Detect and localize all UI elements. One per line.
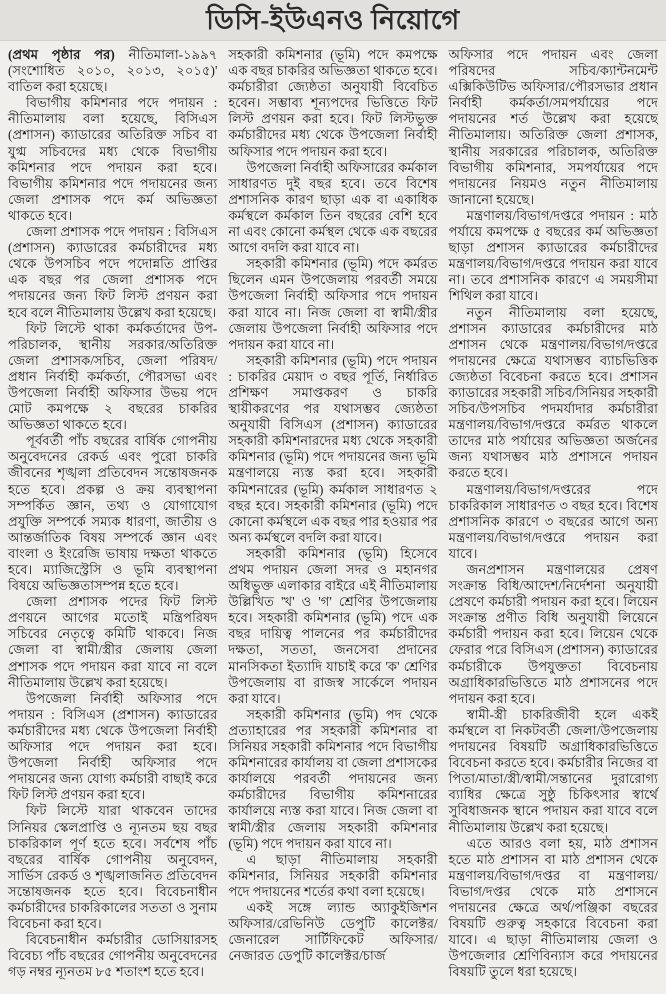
- article-paragraph: নতুন নীতিমালায় বলা হয়েছে, প্রশাসন ক্যাডারের কর্মচারীদের মাঠ প্রশাসন থেকে মন্ত্রণালয়/বিভাগ/দপ্তরে পদায়নের ক্ষেত্রে যথাসম্ভব ব্যাচভিত্তিক জ্যেষ্ঠতা বিবেচনা করতে হবে। প্রশাসন ক্যাডারের সহকারী সচিব/সিনিয়র সহকারী সচিব/উপসচিব পদমর্যাদার কর্মচারীরা মন্ত্রণালয়/বিভাগ/দপ্তরে কর্মরত থাকলে তাদের মাঠ পর্যায়ের অভিজ্ঞতা অর্জনের জন্য যথাসম্ভব মাঠ প্রশাসনে পদায়ন করতে হবে।: [448, 304, 658, 481]
- article-paragraph: বিভাগীয় কমিশনার পদে পদায়ন : নীতিমালায় বলা হয়েছে, বিসিএস (প্রশাসন) ক্যাডারের অতিরিক্ত সচিব বা যুগ্ম সচিবদের মধ্য থেকে বিভাগীয় কমিশনার পদে পদায়ন করা হবে। বিভাগীয় কমিশনার পদে পদায়নের জন্য জেলা প্রশাসক পদে কর্ম অভিজ্ঞতা থাকতে হবে।: [8, 95, 218, 223]
- article-body: [0, 41, 666, 994]
- article-paragraph: সহকারী কমিশনার (ভূমি) পদে কমপক্ষে এক বছর চাকরির অভিজ্ঞতা থাকতে হবে। কর্মচারীরা জ্যেষ্ঠতা অনুযায়ী বিবেচিত হবেন। সম্ভাব্য শূন্যপদের ভিত্তিতে ফিট লিস্ট প্রণয়ন করা হবে। ফিট লিস্টভুক্ত কর্মচারীদের মধ্য থেকে উপজেলা নির্বাহী অফিসার পদে পদায়ন করা হবে।: [228, 47, 438, 159]
- article-paragraph: মন্ত্রণালয়/বিভাগ/দপ্তরে পদায়ন : মাঠ পর্যায়ে কমপক্ষে ৫ বছরের কর্ম অভিজ্ঞতা ছাড়া প্রশাসন ক্যাডারের কর্মচারীদের মন্ত্রণালয়/বিভাগ/দপ্তরে পদায়ন করা যাবে না। তবে প্রশাসনিক কারণে এ সময়সীমা শিথিল করা যাবে।: [448, 207, 658, 304]
- article-paragraph: এ ছাড়া নীতিমালায় সহকারী কমিশনার, সিনিয়র সহকারী কমিশনার পদে পদায়নের শর্তের কথা বলা হয়েছে।: [228, 851, 438, 899]
- article-paragraph: একই সঙ্গে ল্যান্ড অ্যাকুইজিশন অফিসার/রেভিনিউ ডেপুটি কালেক্টর/জেনারেল সার্টিফিকেট অফিসার/নেজারত ডেপুটি কালেক্টর/চার্জ: [228, 899, 438, 964]
- article-paragraph: ফিট লিস্টে যারা থাকবেন তাদের সিনিয়র স্কেলপ্রাপ্তি ও ন্যূনতম ছয় বছর চাকরিকাল পূর্ণ হতে হবে। সর্বশেষ পাঁচ বছরের বার্ষিক গোপনীয় অনুবেদন, সার্ভিস রেকর্ড ও শৃঙ্খলাজনিত প্রতিবেদন সন্তোষজনক হতে হবে। বিবেচনাধীন কর্মচারীদের চাকরিকালের সততা ও সুনাম বিবেচনা করা হবে।: [8, 803, 218, 932]
- continuation-note: (প্রথম পৃষ্ঠার পর): [8, 47, 115, 62]
- article-paragraph: উপজেলা নির্বাহী অফিসার পদে পদায়ন : বিসিএস (প্রশাসন) ক্যাডারের কর্মচারীদের মধ্য থেকে উপজেলা নির্বাহী অফিসার পদে পদায়ন করা হবে। উপজেলা নির্বাহী অফিসার পদে পদায়নের জন্য যোগ্য কর্মচারী বাছাই করে ফিট লিস্ট প্রণয়ন করা হবে।: [8, 690, 218, 803]
- article-paragraph: উপজেলা নির্বাহী অফিসারের কর্মকাল সাধারণত দুই বছর হবে। তবে বিশেষ প্রশাসনিক কারণ ছাড়া এক বা একাধিক কর্মস্থলে কর্মকাল তিন বছরের বেশি হবে না এবং কোনো কর্মস্থল থেকে এক বছরের আগে বদলি করা যাবে না।: [228, 159, 438, 256]
- article-paragraph: সহকারী কমিশনার (ভূমি) পদ থেকে প্রত্যাহারের পর সহকারী কমিশনার বা সিনিয়র সহকারী কমিশনার পদে বিভাগীয় কমিশনারের কার্যালয় বা জেলা প্রশাসকের কার্যালয়ে পরবর্তী পদায়নের জন্য কর্মচারীদের বিভাগীয় কমিশনারের কার্যালয়ে ন্যস্ত করা যাবে। নিজ জেলা বা স্বামী/স্ত্রীর জেলায় সহকারী কমিশনার (ভূমি) পদে পদায়ন করা যাবে না।: [228, 706, 438, 851]
- paragraph-text: নীতিমালা-১৯৯৭ (সংশোধিত ২০১০, ২০১৩, ২০১৫)' বাতিল করা হয়েছে।: [8, 47, 218, 95]
- article-column-3: [449, 47, 658, 980]
- article-paragraph: জনপ্রশাসন মন্ত্রণালয়ের প্রেষণ সংক্রান্ত বিধি/আদেশ/নির্দেশনা অনুযায়ী প্রেষণে কর্মচারী পদায়ন করা হবে। লিয়েন সংক্রান্ত প্রণীত বিধি অনুযায়ী লিয়েনে কর্মচারী পদায়ন করা হবে। লিয়েন থেকে ফেরার পরে বিসিএস (প্রশাসন) ক্যাডারের কর্মচারীকে উপযুক্ততা বিবেচনায় অগ্রাধিকারভিত্তিতে মাঠ প্রশাসনের পদে পদায়ন করা হবে।: [448, 562, 658, 706]
- article-title-bar: [0, 0, 666, 41]
- article-paragraph: বিবেচনাধীন কর্মচারীর ডোসিয়ারসহ বিবেচ্য পাঁচ বছরের গোপনীয় অনুবেদনের গড় নম্বর ন্যূনতম ৮৫ শতাংশ হতে হবে।: [8, 932, 218, 980]
- article-paragraph: স্বামী-স্ত্রী চাকরিজীবী হলে একই কর্মস্থলে বা নিকটবর্তী জেলা/উপজেলায় পদায়নের বিষয়টি অগ্রাধিকারভিত্তিতে বিবেচনা করতে হবে। কর্মচারীর নিজের বা পিতা/মাতা/স্ত্রী/স্বামী/সন্তানের দুরারোগ্য ব্যাধির ক্ষেত্রে সুষ্ঠু চিকিৎসার স্বার্থে সুবিধাজনক স্থানে পদায়ন করা যাবে বলে নীতিমালায় উল্লেখ করা হয়েছে।: [448, 706, 658, 835]
- article-paragraph: পূর্ববর্তী পাঁচ বছরের বার্ষিক গোপনীয় অনুবেদনের রেকর্ড এবং পুরো চাকরি জীবনের শৃঙ্খলা প্রতিবেদন সন্তোষজনক হতে হবে। প্রকল্প ও ক্রয় ব্যবস্থাপনা সম্পর্কিত জ্ঞান, তথ্য ও যোগাযোগ প্রযুক্তি সম্পর্কে সম্যক ধারণা, জাতীয় ও আন্তর্জাতিক বিষয় সম্পর্কে জ্ঞান এবং বাংলা ও ইংরেজি ভাষায় দক্ষতা থাকতে হবে। ম্যাজিস্ট্রেসি ও ভূমি ব্যবস্থাপনা বিষয়ে অভিজ্ঞতাসম্পন্ন হতে হবে।: [8, 433, 218, 594]
- article-paragraph: অফিসার পদে পদায়ন এবং জেলা পরিষদের সচিব/ক্যান্টনমেন্ট এক্সিকিউটিভ অফিসার/পৌরসভার প্রধান নির্বাহী কর্মকর্তা/সমপর্যায়ের পদে পদায়নের শর্ত উল্লেখ করা হয়েছে নীতিমালায়। অতিরিক্ত জেলা প্রশাসক, স্থানীয় সরকারের পরিচালক, অতিরিক্ত বিভাগীয় কমিশনার, সমপর্যায়ের পদে পদায়নের নিয়মও নতুন নীতিমালায় জানানো হয়েছে।: [448, 47, 658, 207]
- article-paragraph: সহকারী কমিশনার (ভূমি) পদে কর্মরত ছিলেন এমন উপজেলায় পরবর্তী সময়ে উপজেলা নির্বাহী অফিসার পদে পদায়ন করা যাবে না। নিজ জেলা বা স্বামী/স্ত্রীর জেলায় উপজেলা নির্বাহী অফিসার পদে পদায়ন করা যাবে না।: [228, 256, 438, 352]
- article-paragraph: সহকারী কমিশনার (ভূমি) হিসেবে প্রথম পদায়ন জেলা সদর ও মহানগর অধিভুক্ত এলাকার বাইরে এই নীতিমালায় উল্লিখিত 'খ' ও 'গ' শ্রেণির উপজেলায় হবে। সহকারী কমিশনার (ভূমি) পদে এক বছর দায়িত্ব পালনের পর কর্মচারীদের দক্ষতা, সততা, জনসেবা প্রদানের মানসিকতা ইত্যাদি যাচাই করে 'ক' শ্রেণির উপজেলায় বা রাজস্ব সার্কেলে পদায়ন করা যাবে।: [228, 545, 438, 706]
- article-paragraph: জেলা প্রশাসক পদে পদায়ন : বিসিএস (প্রশাসন) ক্যাডারের কর্মচারীদের মধ্য থেকে উপসচিব পদে পদোন্নতি প্রাপ্তির এক বছর পর জেলা প্রশাসক পদে পদায়নের জন্য ফিট লিস্ট প্রণয়ন করা হবে বলে নীতিমালায় উল্লেখ করা হয়েছে।: [8, 224, 218, 320]
- article-paragraph: জেলা প্রশাসক পদের ফিট লিস্ট প্রণয়নে আগের মতোই মন্ত্রিপরিষদ সচিবের নেতৃত্বে কমিটি থাকবে। নিজ জেলা বা স্বামী/স্ত্রীর জেলায় জেলা প্রশাসক পদে পদায়ন করা যাবে না বলে নীতিমালায় উল্লেখ করা হয়েছে।: [8, 594, 218, 690]
- article-paragraph: ফিট লিস্টে থাকা কর্মকর্তাদের উপ-পরিচালক, স্থানীয় সরকার/অতিরিক্ত জেলা প্রশাসক/সচিব, জেলা পরিষদ/প্রধান নির্বাহী কর্মকর্তা, পৌরসভা এবং উপজেলা নির্বাহী অফিসার উভয় পদে মোট কমপক্ষে ২ বছরের চাকরির অভিজ্ঞতা থাকতে হবে।: [8, 320, 218, 433]
- article-paragraph: এতে আরও বলা হয়, মাঠ প্রশাসন হতে মাঠ প্রশাসন বা মাঠ প্রশাসন থেকে মন্ত্রণালয়/বিভাগ/দপ্তর বা মন্ত্রণালয়/বিভাগ/দপ্তর থেকে মাঠ প্রশাসনে পদায়নের ক্ষেত্রে অর্থ/পঞ্জিকা বছরের বিষয়টি গুরুত্ব সহকারে বিবেচনা করা যাবে। এ ছাড়া নীতিমালায় জেলা ও উপজেলার শ্রেণিবিন্যাস করে পদায়নের বিষয়টি তুলে ধরা হয়েছে।: [448, 835, 658, 980]
- page-title: ডিসি-ইউএনও নিয়োগে: [206, 4, 460, 35]
- article-paragraph: মন্ত্রণালয়/বিভাগ/দপ্তরের পদে চাকরিকাল সাধারণত ৩ বছর হবে। বিশেষ প্রশাসনিক কারণে ৩ বছরের আগে অন্য মন্ত্রণালয়/বিভাগ/দপ্তরে পদায়ন করা যাবে।: [448, 481, 658, 561]
- article-column-2: [228, 47, 437, 980]
- article-paragraph: [8, 47, 217, 95]
- article-paragraph: সহকারী কমিশনার (ভূমি) পদে পদায়ন : চাকরির মেয়াদ ৩ বছর পূর্তি, নির্ধারিত প্রশিক্ষণ সমাপ্তকরণ ও চাকরি স্থায়ীকরণের পর যথাসম্ভব জ্যেষ্ঠতা অনুযায়ী বিসিএস (প্রশাসন) ক্যাডারের সহকারী কমিশনারদের মধ্য থেকে সহকারী কমিশনার (ভূমি) পদে পদায়নের জন্য ভূমি মন্ত্রণালয়ে ন্যস্ত করা হবে। সহকারী কমিশনারের (ভূমি) কর্মকাল সাধারণত ২ বছর হবে। সহকারী কমিশনার (ভূমি) পদে কোনো কর্মস্থলে এক বছর পার হওয়ার পর অন্য কর্মস্থলে বদলি করা যাবে।: [228, 352, 438, 545]
- article-column-1: [8, 47, 217, 980]
